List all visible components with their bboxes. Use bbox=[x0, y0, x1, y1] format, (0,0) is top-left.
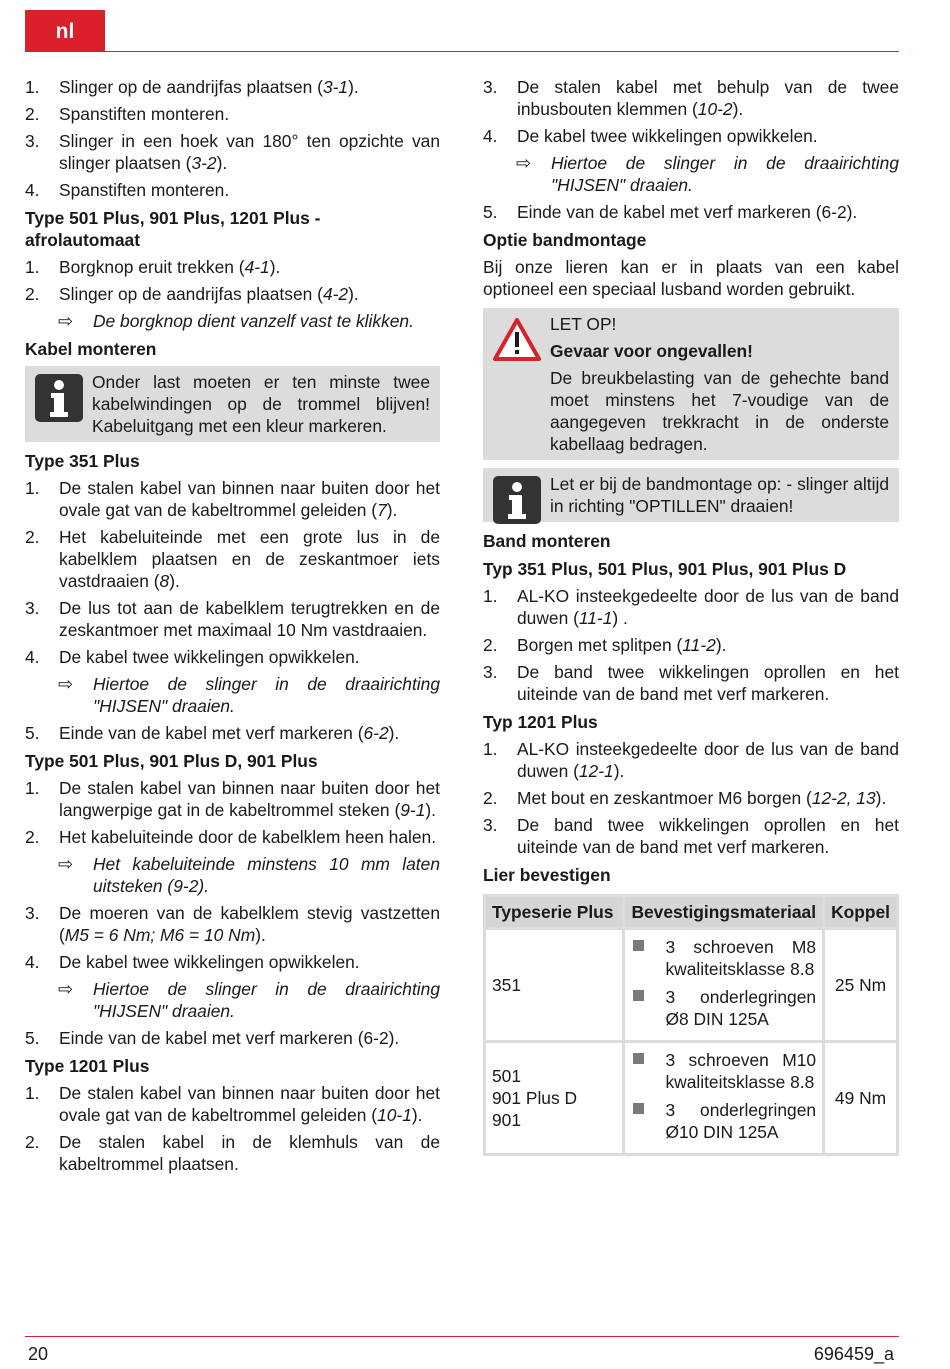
type-cell: 501 901 Plus D 901 bbox=[485, 1042, 624, 1155]
step-item: 1. De stalen kabel van binnen naar buiten door het langwerpige gat in de kabeltrommel steken (9-1). bbox=[25, 778, 440, 820]
result-text: Hiertoe de slinger in de draairichting "HIJSEN" draaien. bbox=[93, 674, 440, 716]
figure-reference: M5 = 6 Nm; M6 = 10 Nm bbox=[64, 925, 256, 945]
warning-title: LET OP! bbox=[550, 314, 617, 334]
result-text: Hiertoe de slinger in de draairichting "HIJSEN" draaien. bbox=[93, 979, 440, 1021]
language-label: nl bbox=[55, 20, 75, 43]
step-item: 1. De stalen kabel van binnen naar buiten door het ovale gat van de kabeltrommel geleiden (10-1). bbox=[25, 1083, 440, 1125]
step-item: 1. AL-KO insteekgedeelte door de lus van de band duwen (12-1). bbox=[483, 739, 899, 781]
section-heading-typ351: Typ 351 Plus, 501 Plus, 901 Plus, 901 Plus D bbox=[483, 559, 847, 579]
step-number: 4. bbox=[483, 126, 498, 146]
step-item: 5. Einde van de kabel met verf markeren (6-2). bbox=[483, 202, 858, 222]
section-heading-501: Type 501 Plus, 901 Plus D, 901 Plus bbox=[25, 751, 318, 771]
intro-step-list bbox=[25, 76, 440, 201]
result-arrow-icon: ⇨ bbox=[58, 311, 74, 331]
table-header-row bbox=[485, 896, 898, 929]
step-list-band-351 bbox=[483, 585, 899, 705]
info-box-kabel bbox=[25, 366, 440, 442]
result-text: De borgknop dient vanzelf vast te klikken. bbox=[93, 311, 414, 331]
afrol-step-list bbox=[25, 256, 440, 305]
material-item: 3 onderlegringen Ø10 DIN 125A bbox=[631, 1099, 816, 1143]
header-divider bbox=[25, 51, 899, 52]
step-item: 2. Met bout en zeskantmoer M6 borgen (12-2, 13). bbox=[483, 788, 887, 808]
step-result bbox=[25, 978, 440, 1022]
step-number: 3. bbox=[483, 662, 498, 682]
step-number: 5. bbox=[483, 202, 498, 222]
step-item: 3. Slinger in een hoek van 180° ten opzichte van slinger plaatsen (3-2). bbox=[25, 131, 440, 173]
step-item: 5. Einde van de kabel met verf markeren (6-2). bbox=[25, 1028, 400, 1048]
step-item: 1. Borgknop eruit trekken (4-1). bbox=[25, 257, 281, 277]
warning-box bbox=[483, 308, 899, 460]
step-item: 5. Einde van de kabel met verf markeren (6-2). bbox=[25, 723, 400, 743]
step-item: 2. Het kabeluiteinde door de kabelklem heen halen. bbox=[25, 827, 437, 847]
step-result bbox=[25, 673, 440, 717]
step-list-501c bbox=[25, 1027, 440, 1049]
step-number: 1. bbox=[25, 778, 40, 798]
square-bullet-icon bbox=[633, 990, 644, 1001]
result-arrow-icon: ⇨ bbox=[58, 979, 74, 999]
step-number: 1. bbox=[25, 77, 40, 97]
step-list-1201-cont bbox=[483, 76, 899, 147]
figure-reference: 8 bbox=[159, 571, 170, 591]
step-number: 3. bbox=[483, 77, 498, 97]
step-number: 2. bbox=[25, 1132, 40, 1152]
material-cell bbox=[624, 1042, 824, 1155]
result-arrow-icon: ⇨ bbox=[58, 674, 74, 694]
step-item: 3. De band twee wikkelingen oprollen en het uiteinde van de band met verf markeren. bbox=[483, 815, 899, 857]
figure-reference: 6-2 bbox=[363, 723, 389, 743]
torque-cell: 25 Nm bbox=[824, 929, 898, 1042]
figure-reference: 4-2 bbox=[322, 284, 349, 304]
info-box-band bbox=[483, 468, 899, 522]
step-number: 2. bbox=[25, 827, 40, 847]
step-item: 4. De kabel twee wikkelingen opwikkelen. bbox=[25, 952, 360, 972]
step-list-351 bbox=[25, 477, 440, 668]
step-number: 3. bbox=[25, 598, 40, 618]
figure-reference: 10-2 bbox=[697, 99, 733, 119]
figure-reference: 4-1 bbox=[244, 257, 270, 277]
square-bullet-icon bbox=[633, 1053, 644, 1064]
step-item: 3. De stalen kabel met behulp van de twee inbusbouten klemmen (10-2). bbox=[483, 77, 899, 119]
step-number: 5. bbox=[25, 1028, 40, 1048]
table-row bbox=[485, 929, 898, 1042]
step-item: 4. De kabel twee wikkelingen opwikkelen. bbox=[25, 647, 360, 667]
section-heading-typ1201: Typ 1201 Plus bbox=[483, 712, 598, 732]
optie-paragraph: Bij onze lieren kan er in plaats van een kabel optioneel een speciaal lusband worden gebruikt. bbox=[483, 257, 899, 299]
figure-reference: 7 bbox=[377, 500, 387, 520]
figure-reference: 12-1 bbox=[578, 761, 614, 781]
fastening-table bbox=[483, 894, 899, 1156]
figure-reference: 3-2 bbox=[191, 153, 217, 173]
step-item: 4. Spanstiften monteren. bbox=[25, 180, 230, 200]
step-number: 4. bbox=[25, 647, 40, 667]
step-list-501b bbox=[25, 902, 440, 973]
step-number: 1. bbox=[25, 257, 40, 277]
warning-subtitle: Gevaar voor ongevallen! bbox=[550, 341, 753, 361]
step-list-501 bbox=[25, 777, 440, 848]
warning-triangle-icon bbox=[493, 316, 541, 364]
section-heading-afrolautomaat: Type 501 Plus, 901 Plus, 1201 Plus - afrolautomaat bbox=[25, 208, 321, 250]
section-heading-kabel-monteren: Kabel monteren bbox=[25, 339, 157, 359]
step-item: 2. Het kabeluiteinde met een grote lus in de kabelklem plaatsen en de zeskantmoer iets vastdraaien (8). bbox=[25, 527, 440, 591]
material-item: 3 onderlegringen Ø8 DIN 125A bbox=[631, 986, 816, 1030]
figure-reference: 11-1 bbox=[578, 608, 613, 628]
page-number: 20 bbox=[28, 1344, 49, 1364]
step-item: 2. De stalen kabel in de klemhuls van de kabeltrommel plaatsen. bbox=[25, 1132, 440, 1174]
step-item: 3. De moeren van de kabelklem stevig vastzetten (M5 = 6 Nm; M6 = 10 Nm). bbox=[25, 903, 440, 945]
step-number: 5. bbox=[25, 723, 40, 743]
step-item: 4. De kabel twee wikkelingen opwikkelen. bbox=[483, 126, 818, 146]
column-header: Bevestigingsmateriaal bbox=[624, 896, 824, 929]
result-arrow-icon: ⇨ bbox=[516, 153, 532, 173]
section-heading-lier: Lier bevestigen bbox=[483, 865, 611, 885]
square-bullet-icon bbox=[633, 940, 644, 951]
section-heading-optie: Optie bandmontage bbox=[483, 230, 647, 250]
language-tab bbox=[25, 10, 105, 52]
step-item: 1. AL-KO insteekgedeelte door de lus van de band duwen (11-1) . bbox=[483, 586, 899, 628]
step-number: 2. bbox=[25, 527, 40, 547]
section-heading-351: Type 351 Plus bbox=[25, 451, 140, 471]
warning-text: De breukbelasting van de gehechte band moet minstens het 7-voudige van de aangegeven trekkracht in de onderste kabellaag bedragen. bbox=[550, 368, 889, 454]
footer-divider bbox=[25, 1336, 899, 1337]
right-column bbox=[483, 76, 899, 1156]
step-number: 4. bbox=[25, 180, 40, 200]
step-result bbox=[483, 152, 899, 196]
step-number: 1. bbox=[25, 1083, 40, 1103]
step-number: 1. bbox=[483, 739, 498, 759]
result-text: Het kabeluiteinde minstens 10 mm laten uitsteken (9-2). bbox=[93, 854, 440, 896]
step-number: 1. bbox=[25, 478, 40, 498]
figure-reference: 12-2, 13 bbox=[811, 788, 876, 808]
info-icon bbox=[35, 374, 83, 422]
column-header: Typeserie Plus bbox=[485, 896, 624, 929]
section-heading-band-monteren: Band monteren bbox=[483, 531, 611, 551]
step-item: 2. Borgen met splitpen (11-2). bbox=[483, 635, 727, 655]
material-cell bbox=[624, 929, 824, 1042]
step-item: 3. De lus tot aan de kabelklem terugtrekken en de zeskantmoer met maximaal 10 Nm vastdraaien. bbox=[25, 598, 440, 640]
document-id: 696459_a bbox=[813, 1344, 894, 1364]
type-cell: 351 bbox=[485, 929, 624, 1042]
result-text: Hiertoe de slinger in de draairichting "HIJSEN" draaien. bbox=[551, 153, 899, 195]
info-text: Onder last moeten er ten minste twee kabelwindingen op de trommel blijven! Kabeluitgang met een kleur markeren. bbox=[92, 372, 430, 436]
figure-reference: 9-1 bbox=[400, 800, 426, 820]
step-number: 3. bbox=[25, 131, 40, 151]
step-result bbox=[25, 310, 440, 332]
step-list-351-end bbox=[25, 722, 440, 744]
material-item: 3 schroeven M10 kwaliteitsklasse 8.8 bbox=[631, 1049, 816, 1093]
result-arrow-icon: ⇨ bbox=[58, 854, 74, 874]
step-list-1201 bbox=[25, 1082, 440, 1175]
column-header: Koppel bbox=[824, 896, 898, 929]
step-item: 3. De band twee wikkelingen oprollen en het uiteinde van de band met verf markeren. bbox=[483, 662, 899, 704]
square-bullet-icon bbox=[633, 1103, 644, 1114]
step-number: 2. bbox=[25, 284, 40, 304]
step-number: 4. bbox=[25, 952, 40, 972]
figure-reference: 11-2 bbox=[682, 635, 716, 655]
step-number: 2. bbox=[25, 104, 40, 124]
material-item: 3 schroeven M8 kwaliteitsklasse 8.8 bbox=[631, 936, 816, 980]
step-number: 2. bbox=[483, 635, 498, 655]
step-item: 2. Spanstiften monteren. bbox=[25, 104, 230, 124]
step-item: 2. Slinger op de aandrijfas plaatsen (4-2). bbox=[25, 284, 359, 304]
step-number: 3. bbox=[25, 903, 40, 923]
info-text: Let er bij de bandmontage op: - slinger altijd in richting "OPTILLEN" draaien! bbox=[550, 474, 889, 516]
info-icon bbox=[493, 476, 541, 524]
figure-reference: 10-1 bbox=[377, 1105, 412, 1125]
left-column bbox=[25, 76, 440, 1180]
torque-cell: 49 Nm bbox=[824, 1042, 898, 1155]
step-number: 2. bbox=[483, 788, 498, 808]
step-list-1201-end bbox=[483, 201, 899, 223]
table-row bbox=[485, 1042, 898, 1155]
step-result bbox=[25, 853, 440, 897]
section-heading-1201: Type 1201 Plus bbox=[25, 1056, 150, 1076]
step-list-band-1201 bbox=[483, 738, 899, 858]
step-item: 1. De stalen kabel van binnen naar buiten door het ovale gat van de kabeltrommel geleiden (7). bbox=[25, 478, 440, 520]
step-number: 1. bbox=[483, 586, 498, 606]
step-item: 1. Slinger op de aandrijfas plaatsen (3-1). bbox=[25, 77, 359, 97]
step-number: 3. bbox=[483, 815, 498, 835]
figure-reference: 3-1 bbox=[322, 77, 349, 97]
